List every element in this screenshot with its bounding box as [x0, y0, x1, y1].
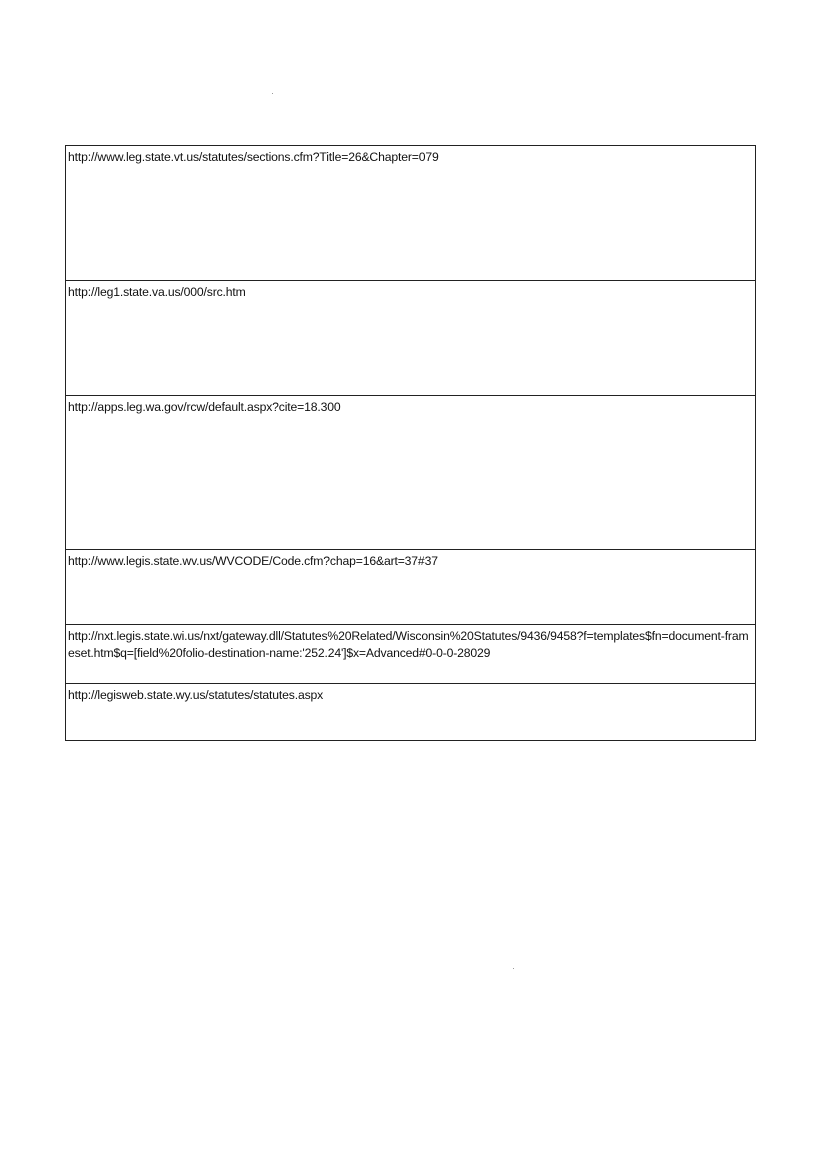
- statute-url-vermont: http://www.leg.state.vt.us/statutes/sections.cfm?Title=26&Chapter=079: [68, 150, 439, 164]
- statute-url-wyoming: http://legisweb.state.wy.us/statutes/statutes.aspx: [68, 688, 324, 702]
- table-row: [66, 396, 755, 550]
- table-row: [66, 146, 755, 281]
- scan-speck: [513, 968, 514, 969]
- table-row: [66, 281, 755, 396]
- statute-url-west-virginia: http://www.legis.state.wv.us/WVCODE/Code.cfm?chap=16&art=37#37: [68, 554, 438, 568]
- statute-url-washington: http://apps.leg.wa.gov/rcw/default.aspx?cite=18.300: [68, 400, 341, 414]
- statute-url-wisconsin: http://nxt.legis.state.wi.us/nxt/gateway.dll/Statutes%20Related/Wisconsin%20Statutes/9436/9458?f=templates$fn=document-frameset.htm$q=[field%20folio-destination-name:'252.24']$x=Advanced#0-0-0-28029: [68, 629, 749, 660]
- statute-url-table: [65, 145, 756, 741]
- table-row: [66, 684, 755, 740]
- table-row: [66, 625, 755, 684]
- statute-url-virginia: http://leg1.state.va.us/000/src.htm: [68, 285, 246, 299]
- table-row: [66, 550, 755, 625]
- scan-speck: [272, 93, 273, 94]
